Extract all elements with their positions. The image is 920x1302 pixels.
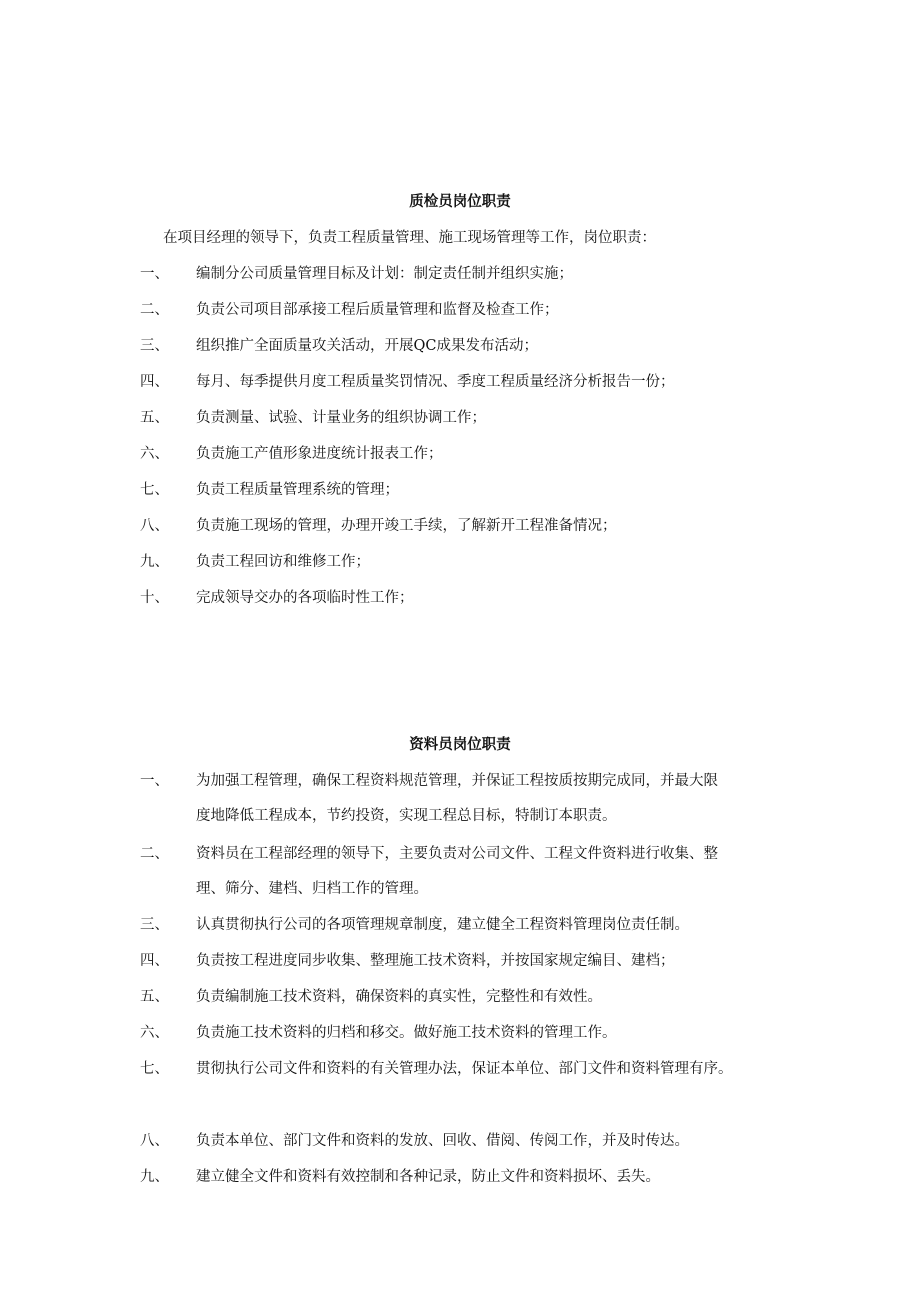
item-number: 五、 <box>140 989 169 1005</box>
item-number: 一、 <box>140 773 169 789</box>
item-number: 七、 <box>140 1061 169 1077</box>
item-text: 负责施工现场的管理，办理开竣工手续，了解新开工程准备情况； <box>196 518 617 534</box>
section2-title: 资料员岗位职责 <box>409 736 511 753</box>
section1-intro: 在项目经理的领导下，负责工程质量管理、施工现场管理等工作，岗位职责： <box>163 230 656 246</box>
item-text: 资料员在工程部经理的领导下，主要负责对公司文件、工程文件资料进行收集、整 <box>196 846 718 862</box>
item-continuation: 理、筛分、建档、归档工作的管理。 <box>196 881 428 897</box>
item-text: 组织推广全面质量攻关活动，开展QC成果发布活动； <box>196 338 538 354</box>
item-number: 二、 <box>140 846 169 862</box>
item-number: 五、 <box>140 410 169 426</box>
item-text: 负责按工程进度同步收集、整理施工技术资料，并按国家规定编目、建档； <box>196 953 675 969</box>
item-number: 六、 <box>140 446 169 462</box>
item-text: 负责公司项目部承接工程后质量管理和监督及检查工作； <box>196 302 559 318</box>
item-text: 负责工程回访和维修工作； <box>196 554 370 570</box>
item-number: 八、 <box>140 1133 169 1149</box>
item-number: 六、 <box>140 1025 169 1041</box>
section1-title: 质检员岗位职责 <box>409 193 511 210</box>
item-text: 负责施工产值形象进度统计报表工作； <box>196 446 443 462</box>
item-text: 每月、每季提供月度工程质量奖罚情况、季度工程质量经济分析报告一份； <box>196 374 675 390</box>
item-text: 贯彻执行公司文件和资料的有关管理办法，保证本单位、部门文件和资料管理有序。 <box>196 1061 733 1077</box>
item-number: 四、 <box>140 374 169 390</box>
item-text: 负责测量、试验、计量业务的组织协调工作； <box>196 410 486 426</box>
item-number: 四、 <box>140 953 169 969</box>
item-number: 七、 <box>140 482 169 498</box>
item-number: 九、 <box>140 1169 169 1185</box>
item-text: 建立健全文件和资料有效控制和各种记录，防止文件和资料损坏、丢失。 <box>196 1169 660 1185</box>
item-text: 认真贯彻执行公司的各项管理规章制度，建立健全工程资料管理岗位责任制。 <box>196 917 689 933</box>
item-text: 编制分公司质量管理目标及计划：制定责任制并组织实施； <box>196 266 573 282</box>
item-text: 负责工程质量管理系统的管理； <box>196 482 399 498</box>
item-number: 三、 <box>140 338 169 354</box>
item-number: 十、 <box>140 590 169 606</box>
item-number: 二、 <box>140 302 169 318</box>
item-number: 一、 <box>140 266 169 282</box>
item-text: 负责编制施工技术资料，确保资料的真实性，完整性和有效性。 <box>196 989 602 1005</box>
item-number: 八、 <box>140 518 169 534</box>
item-text: 完成领导交办的各项临时性工作； <box>196 590 414 606</box>
item-number: 三、 <box>140 917 169 933</box>
item-text: 为加强工程管理，确保工程资料规范管理，并保证工程按质按期完成同，并最大限 <box>196 773 718 789</box>
item-text: 负责本单位、部门文件和资料的发放、回收、借阅、传阅工作，并及时传达。 <box>196 1133 689 1149</box>
item-continuation: 度地降低工程成本，节约投资，实现工程总目标，特制订本职责。 <box>196 808 617 824</box>
item-text: 负责施工技术资料的归档和移交。做好施工技术资料的管理工作。 <box>196 1025 617 1041</box>
item-number: 九、 <box>140 554 169 570</box>
